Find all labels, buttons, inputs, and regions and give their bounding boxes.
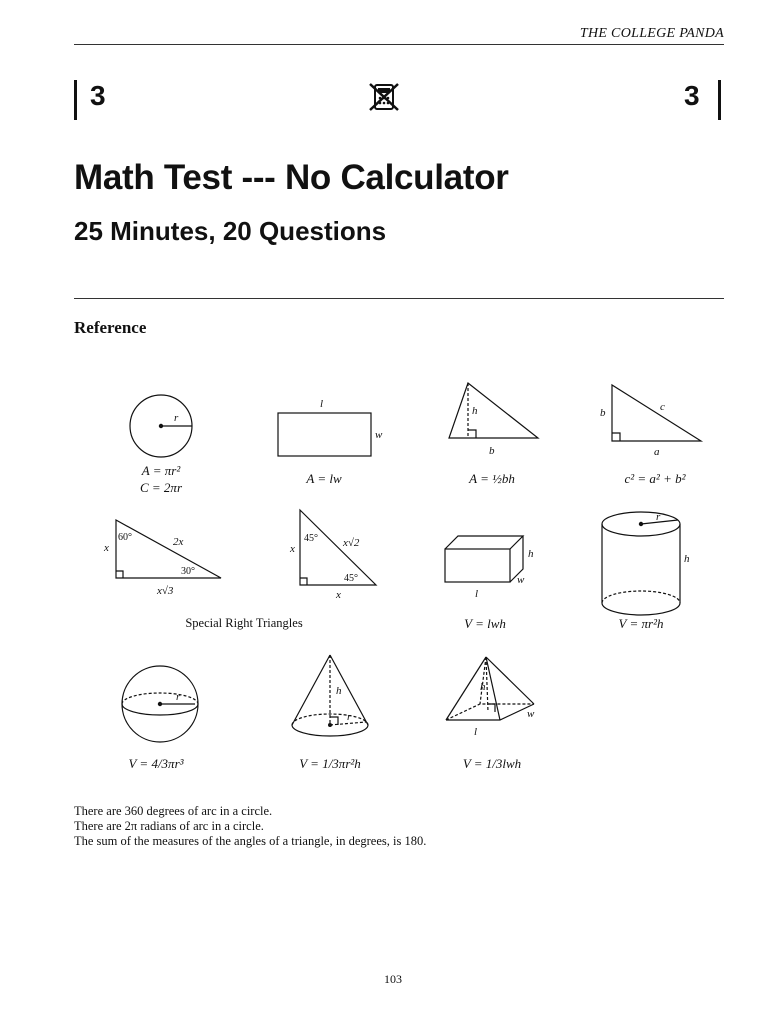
brand-header: THE COLLEGE PANDA (579, 26, 724, 41)
reference-heading: Reference (74, 318, 147, 337)
box-figure (445, 536, 523, 582)
triangle-label-b: b (489, 445, 495, 457)
right-triangle-formula: c² = a² + b² (624, 471, 686, 486)
box-formula: V = lwh (464, 616, 506, 631)
circle-label-r: r (174, 412, 179, 424)
t3060-label-2x: 2x (173, 536, 184, 548)
triangle-figure (449, 383, 538, 438)
right-triangle-label-a: a (654, 446, 660, 458)
box-label-w: w (517, 574, 525, 586)
circle-formula-circumference: C = 2πr (139, 480, 183, 495)
t45-label-x-left: x (290, 543, 295, 555)
rectangle-label-l: l (320, 398, 324, 410)
sphere-label-r: r (176, 691, 181, 703)
right-triangle-label-b: b (600, 407, 606, 419)
pyramid-formula: V = 1/3lwh (462, 756, 522, 771)
cylinder-figure (602, 512, 680, 615)
triangle-45-figure (300, 510, 376, 585)
t3060-angle-60: 60° (118, 532, 132, 543)
t3060-label-x: x (104, 542, 109, 554)
right-triangle-label-c: c (660, 401, 665, 413)
triangle-30-60-figure (116, 520, 221, 578)
section-number-right: 3 (684, 80, 700, 111)
cone-label-r: r (347, 711, 352, 723)
pyramid-label-l: l (474, 726, 478, 738)
page-subtitle: 25 Minutes, 20 Questions (74, 216, 387, 246)
reference-notes (74, 804, 426, 849)
cone-label-h: h (336, 685, 342, 697)
note-line: There are 2π radians of arc in a circle. (74, 819, 264, 833)
cylinder-formula: V = πr²h (618, 616, 664, 631)
note-line: The sum of the measures of the angles of a triangle, in degrees, is 180. (74, 834, 427, 848)
rectangle-label-w: w (375, 429, 383, 441)
box-label-h: h (528, 548, 534, 560)
pyramid-figure (446, 657, 534, 720)
pyramid-label-h: h (480, 681, 486, 693)
triangle-formula: A = ½bh (469, 471, 515, 486)
special-triangles-caption: Special Right Triangles (185, 616, 303, 630)
rectangle-figure (278, 413, 371, 456)
cylinder-label-h: h (684, 553, 690, 565)
rectangle-formula: A = lw (306, 471, 342, 486)
t45-angle-right: 45° (344, 573, 358, 584)
section-number-left: 3 (90, 80, 106, 111)
triangle-label-h: h (472, 405, 478, 417)
page-title: Math Test --- No Calculator (74, 158, 509, 197)
t45-label-x-root2: x√2 (343, 537, 360, 549)
sphere-formula: V = 4/3πr³ (128, 756, 184, 771)
pyramid-label-w: w (527, 708, 535, 720)
cone-formula: V = 1/3πr²h (299, 756, 361, 771)
t3060-label-x-root3: x√3 (157, 585, 174, 597)
page-number: 103 (384, 972, 402, 986)
t45-label-x-bottom: x (336, 589, 341, 601)
note-line: There are 360 degrees of arc in a circle. (74, 804, 273, 818)
right-triangle-figure (612, 385, 701, 441)
cylinder-label-r: r (656, 511, 661, 523)
box-label-l: l (475, 588, 479, 600)
t45-angle-top: 45° (304, 533, 318, 544)
t3060-angle-30: 30° (181, 566, 195, 577)
circle-formula-area: A = πr² (141, 463, 181, 478)
